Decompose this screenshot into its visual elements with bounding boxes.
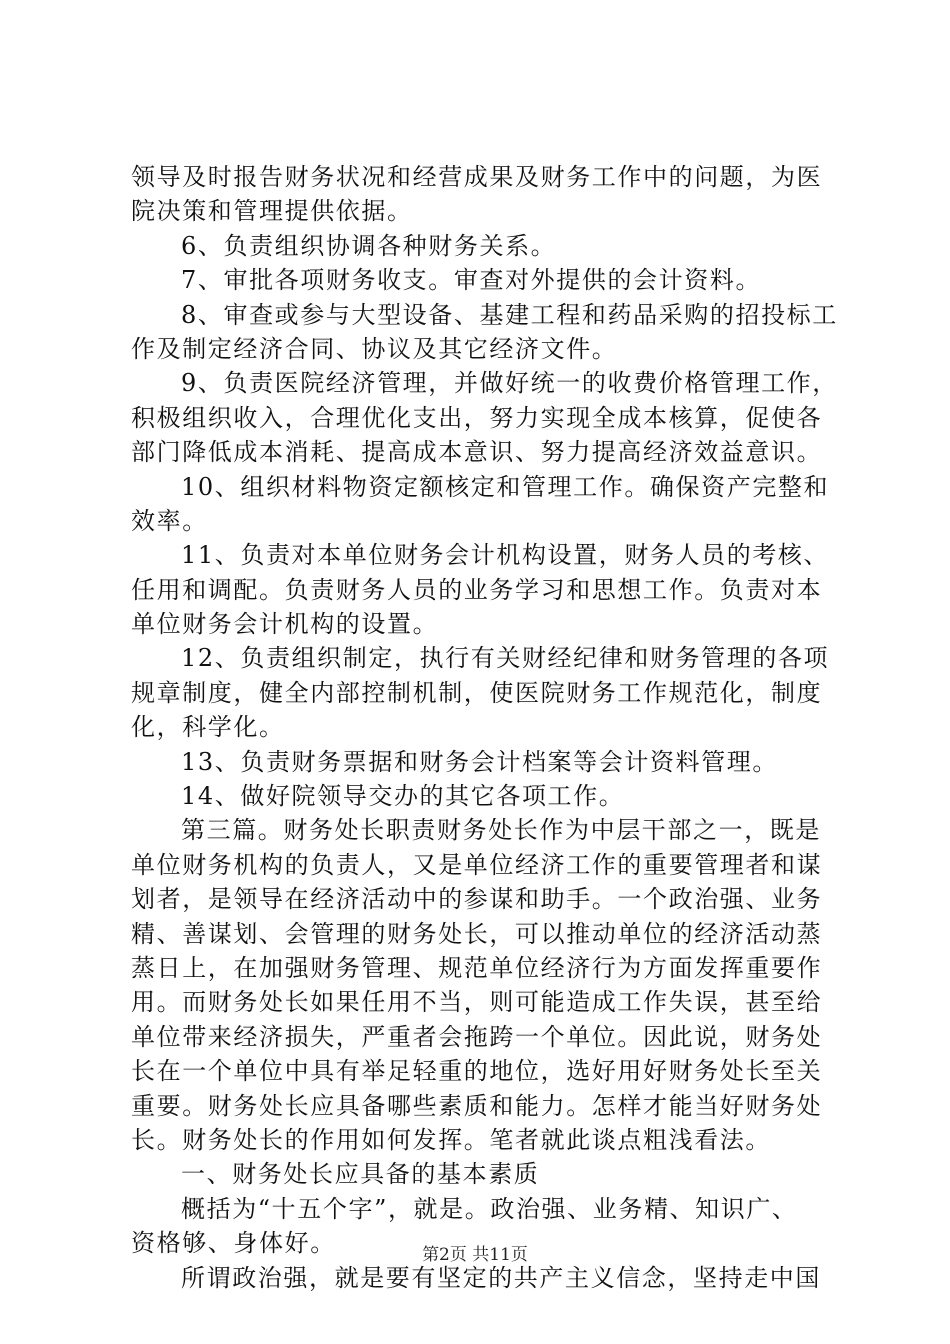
text-line: 6、负责组织协调各种财务关系。 <box>181 231 557 260</box>
text-line: 任用和调配。负责财务人员的业务学习和思想工作。负责对本 <box>131 575 823 604</box>
text-line: 规章制度，健全内部控制机制，使医院财务工作规范化，制度 <box>131 678 823 707</box>
text-line: 9、负责医院经济管理，并做好统一的收费价格管理工作， <box>181 369 838 398</box>
text-line: 长在一个单位中具有举足轻重的地位，选好用好财务处长至关 <box>131 1057 823 1086</box>
text-line: 蒸日上，在加强财务管理、规范单位经济行为方面发挥重要作 <box>131 953 823 982</box>
text-line: 11、负责对本单位财务会计机构设置，财务人员的考核、 <box>181 541 830 570</box>
text-line: 13、负责财务票据和财务会计档案等会计资料管理。 <box>181 747 778 776</box>
text-line: 单位带来经济损失，严重者会拖跨一个单位。因此说，财务处 <box>131 1022 823 1051</box>
text-line: 重要。财务处长应具备哪些素质和能力。怎样才能当好财务处 <box>131 1091 823 1120</box>
page-number-footer: 第2页 共11页 <box>422 1245 528 1265</box>
text-line: 10、组织材料物资定额核定和管理工作。确保资产完整和 <box>181 472 830 501</box>
text-line: 效率。 <box>131 506 208 535</box>
text-line: 所谓政治强，就是要有坚定的共产主义信念，坚持走中国 <box>181 1263 821 1292</box>
text-line: 资格够、身体好。 <box>131 1229 336 1258</box>
text-line: 部门降低成本消耗、提高成本意识、努力提高经济效益意识。 <box>131 438 823 467</box>
text-line: 领导及时报告财务状况和经营成果及财务工作中的问题，为医 <box>131 163 823 191</box>
text-line: 精、善谋划、会管理的财务处长，可以推动单位的经济活动蒸 <box>131 919 823 948</box>
section-heading: 一、财务处长应具备的基本素质 <box>181 1160 540 1189</box>
document-body <box>131 160 838 1295</box>
text-line: 单位财务会计机构的设置。 <box>131 610 439 639</box>
text-line: 作及制定经济合同、协议及其它经济文件。 <box>131 334 618 363</box>
text-line: 院决策和管理提供依据。 <box>131 197 413 226</box>
text-line: 14、做好院领导交办的其它各项工作。 <box>181 782 625 811</box>
text-line: 12、负责组织制定，执行有关财经纪律和财务管理的各项 <box>181 644 830 673</box>
text-line: 积极组织收入，合理优化支出，努力实现全成本核算，促使各 <box>131 403 823 432</box>
text-line: 8、审查或参与大型设备、基建工程和药品采购的招投标工 <box>181 300 838 329</box>
text-line: 7、审批各项财务收支。审查对外提供的会计资料。 <box>181 266 762 295</box>
text-line: 划者，是领导在经济活动中的参谋和助手。一个政治强、业务 <box>131 885 823 914</box>
text-line: 化，科学化。 <box>131 713 285 742</box>
text-line: 概括为“十五个字”，就是。政治强、业务精、知识广、 <box>181 1194 798 1223</box>
text-line: 单位财务机构的负责人，又是单位经济工作的重要管理者和谋 <box>131 850 823 879</box>
text-line: 长。财务处长的作用如何发挥。笔者就此谈点粗浅看法。 <box>131 1125 771 1154</box>
text-line: 用。而财务处长如果任用不当，则可能造成工作失误，甚至给 <box>131 988 823 1017</box>
text-line: 第三篇。财务处长职责财务处长作为中层干部之一，既是 <box>181 816 821 845</box>
